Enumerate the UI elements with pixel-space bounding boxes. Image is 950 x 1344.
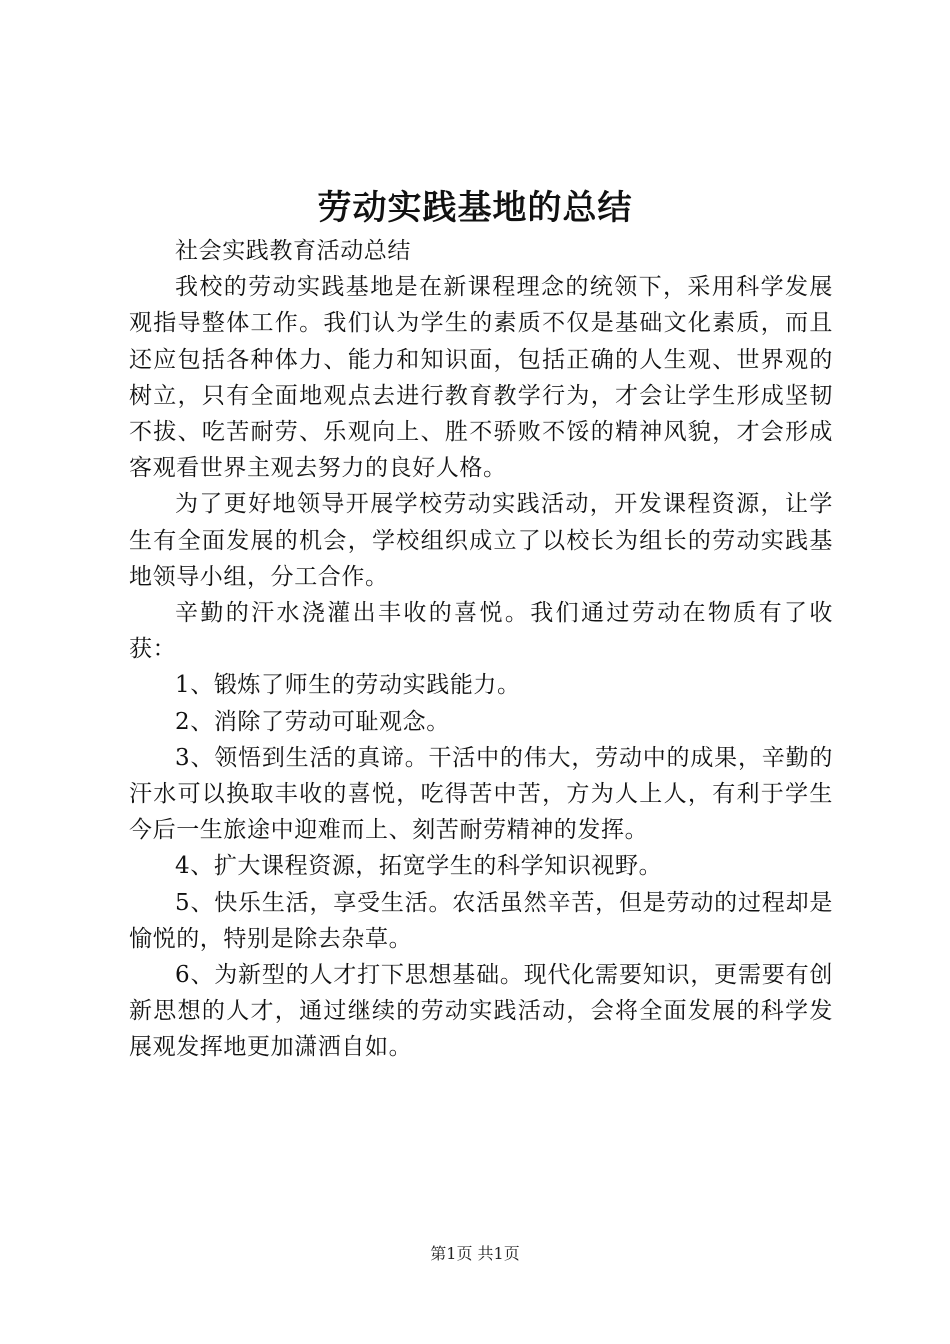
list-item-paragraph: 1、锻炼了师生的劳动实践能力。 — [175, 672, 521, 699]
page-footer: 第1页 共1页 — [430, 1244, 520, 1263]
document-body — [129, 233, 833, 1066]
document-title: 劳动实践基地的总结 — [317, 188, 633, 228]
body-paragraph: 为了更好地领导开展学校劳动实践活动，开发课程资源，让学生有全面发展的机会，学校组织成立了以校长为组长的劳动实践基地领导小组，分工合作。 — [129, 491, 833, 590]
body-paragraph: 辛勤的汗水浇灌出丰收的喜悦。我们通过劳动在物质有了收获： — [129, 600, 833, 663]
subtitle-paragraph: 社会实践教育活动总结 — [175, 238, 411, 264]
list-item-paragraph: 5、快乐生活，享受生活。农活虽然辛苦，但是劳动的过程却是愉悦的，特别是除去杂草。 — [129, 889, 833, 952]
body-paragraph: 我校的劳动实践基地是在新课程理念的统领下，采用科学发展观指导整体工作。我们认为学生的素质不仅是基础文化素质，而且还应包括各种体力、能力和知识面，包括正确的人生观、世界观的树立，只有全面地观点去进行教育教学行为，才会让学生形成坚韧不拔、吃苦耐劳、乐观向上、胜不骄败不馁的精神风貌，才会形成客观看世界主观去努力的良好人格。 — [129, 274, 833, 482]
list-item-paragraph: 6、为新型的人才打下思想基础。现代化需要知识，更需要有创新思想的人才，通过继续的劳动实践活动，会将全面发展的科学发展观发挥地更加潇洒自如。 — [129, 962, 833, 1061]
list-item-paragraph: 3、领悟到生活的真谛。干活中的伟大，劳动中的成果，辛勤的汗水可以换取丰收的喜悦，吃得苦中苦，方为人上人，有利于学生今后一生旅途中迎难而上、刻苦耐劳精神的发挥。 — [129, 744, 833, 844]
list-item-paragraph: 4、扩大课程资源，拓宽学生的科学知识视野。 — [175, 853, 663, 880]
list-item-paragraph: 2、消除了劳动可耻观念。 — [175, 708, 450, 735]
